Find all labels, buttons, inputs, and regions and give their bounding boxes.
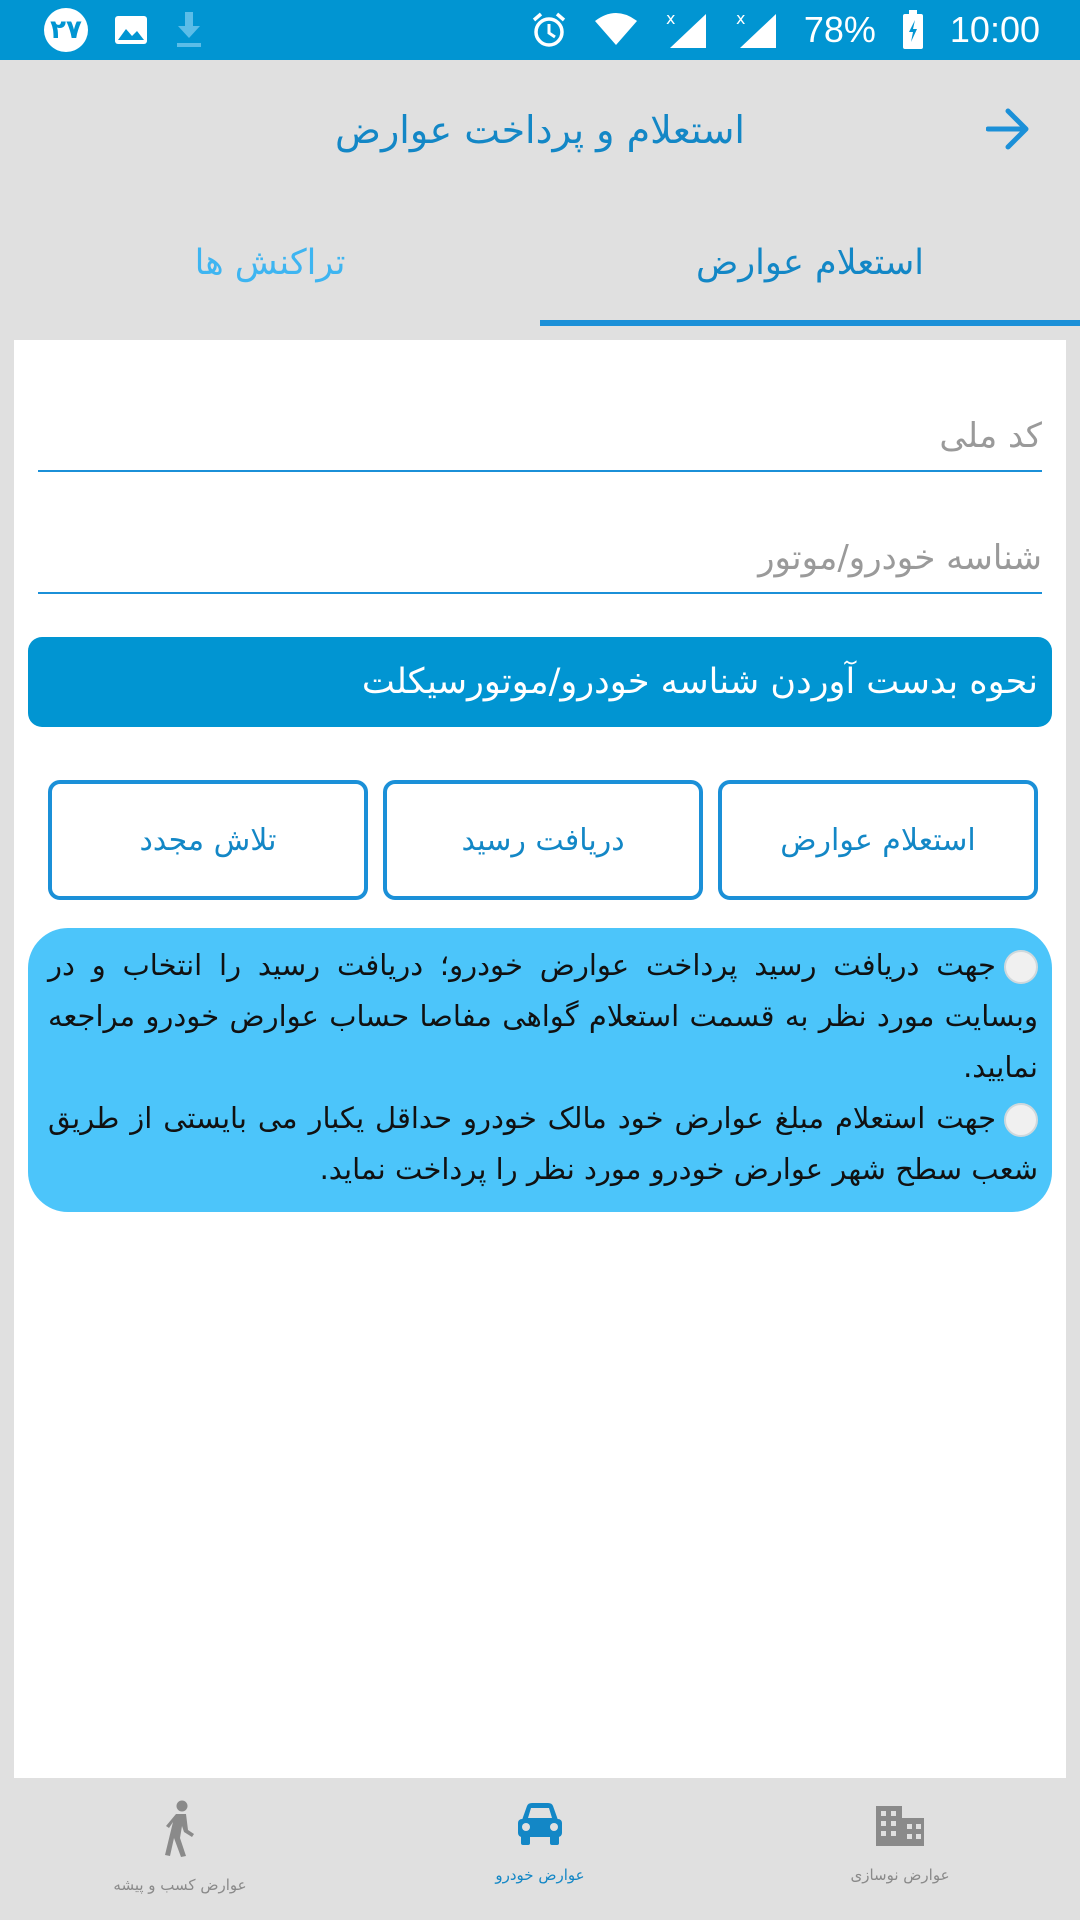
national-code-input[interactable] [38,402,1042,470]
content-card [14,340,1066,1778]
bottom-nav [0,1778,1080,1920]
receipt-button[interactable]: دریافت رسید [383,780,703,900]
tab-bar [0,200,1080,326]
info-item [48,940,1038,1093]
building-icon [874,1800,926,1852]
nav-label: عوارض کسب و پیشه [113,1876,247,1894]
status-left [44,8,204,52]
svg-text:x: x [735,10,746,28]
nav-item-vehicle[interactable] [360,1778,720,1920]
arrow-right-icon[interactable] [986,108,1032,154]
action-buttons [48,780,1038,900]
clock: 10:00 [949,9,1040,50]
nav-item-business[interactable] [0,1778,360,1920]
how-to-get-vehicle-id-button[interactable]: نحوه بدست آوردن شناسه خودرو/موتورسیکلت [28,637,1052,727]
nav-label: عوارض نوسازی [850,1866,950,1884]
tab-transactions[interactable]: تراکنش ها [194,243,346,283]
vehicle-id-input[interactable] [38,524,1042,592]
nav-item-renovation[interactable] [720,1778,1080,1920]
info-text: جهت استعلام مبلغ عوارض خود مالک خودرو حداقل یکبار می بایستی از طریق شعب سطح شهر عوارض خودرو مورد نظر را پرداخت نماید. [48,1101,1038,1186]
alarm-icon [530,11,568,49]
vehicle-id-field [38,524,1042,594]
page-title: استعلام و پرداخت عوارض [335,108,745,152]
svg-text:x: x [665,10,676,28]
battery-percent: 78% [803,9,876,50]
battery-icon [902,10,924,50]
info-box [28,928,1052,1212]
tab-inquiry[interactable]: استعلام عوارض [540,200,1080,326]
car-icon [514,1800,566,1852]
retry-button[interactable]: تلاش مجدد [48,780,368,900]
status-right [530,9,1040,51]
inquiry-button[interactable]: استعلام عوارض [718,780,1038,900]
image-icon [114,15,148,45]
app-bar [0,60,1080,200]
status-bar [0,0,1080,60]
walking-person-icon [160,1800,200,1862]
wifi-icon [594,13,638,47]
signal-icon [734,10,778,50]
download-icon [174,10,204,50]
bullet-icon [1004,950,1038,984]
nav-label: عوارض خودرو [495,1866,585,1884]
national-code-field [38,402,1042,472]
signal-icon [664,10,708,50]
info-text: جهت دریافت رسید پرداخت عوارض خودرو؛ دریافت رسید را انتخاب و در وبسایت مورد نظر به قسمت استعلام گواهی مفاصا حساب عوارض خودرو مراجعه نمایید. [48,948,1038,1084]
notification-count-icon: ۲۷ [44,8,88,52]
bullet-icon [1004,1103,1038,1137]
info-item [48,1093,1038,1195]
